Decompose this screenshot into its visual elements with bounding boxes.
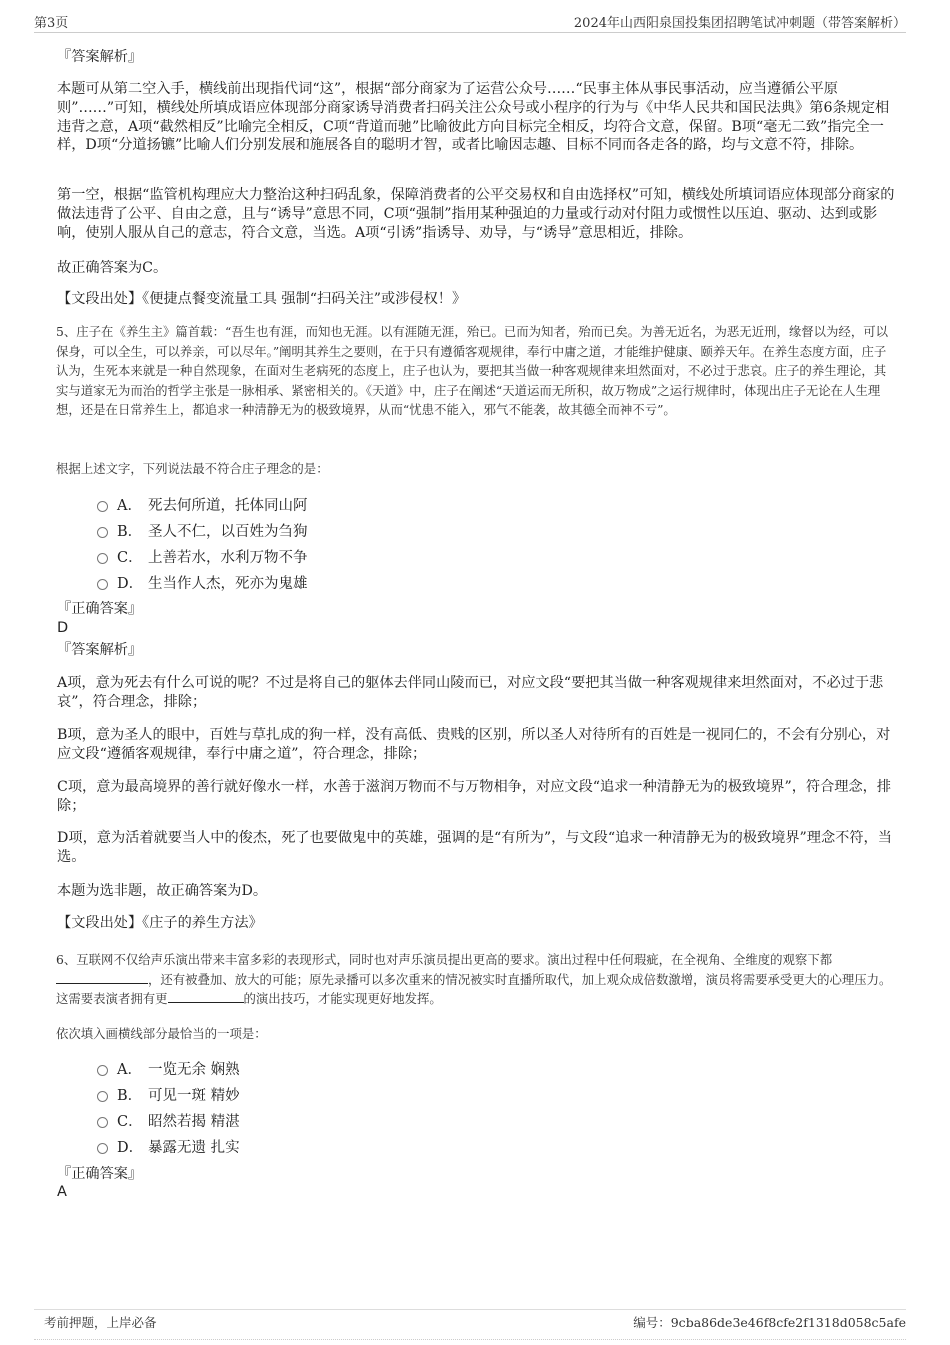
q6-question: 依次填入画横线部分最恰当的一项是：	[56, 1026, 267, 1041]
option-letter: A．	[117, 497, 142, 514]
option-text: 圣人不仁，以百姓为刍狗	[148, 523, 308, 540]
option-text: 上善若水，水利万物不争	[148, 549, 308, 566]
document-title: 2024年山西阳泉国投集团招聘笔试冲刺题（带答案解析）	[573, 16, 906, 31]
option-text: 可见一斑 精妙	[148, 1087, 240, 1104]
radio-icon[interactable]	[97, 501, 108, 512]
q5-option-d[interactable]	[97, 572, 308, 592]
q6-stem	[56, 950, 896, 1009]
q5-analysis-d: D项，意为活着就要当人中的俊杰，死了也要做鬼中的英雄，强调的是“有所为”，与文段“追求一种清静无为的极致境界”理念不符，当选。	[57, 830, 892, 865]
q4-source: 【文段出处】《便捷点餐变流量工具 强制“扫码关注”或涉侵权！》	[57, 291, 467, 307]
q5-source: 【文段出处】《庄子的养生方法》	[57, 915, 263, 931]
option-text: 一览无余 娴熟	[148, 1061, 240, 1078]
radio-icon[interactable]	[97, 1143, 108, 1154]
option-letter: C．	[117, 1113, 143, 1130]
q5-answer-label: 『正确答案』	[57, 601, 143, 617]
q5-option-c[interactable]	[97, 546, 308, 566]
option-letter: D．	[117, 1139, 144, 1156]
radio-icon[interactable]	[97, 1065, 108, 1076]
q6-answer: A	[57, 1184, 67, 1200]
q6-answer-label: 『正确答案』	[57, 1166, 143, 1182]
q6-option-b[interactable]	[97, 1084, 240, 1104]
q5-stem: 5、庄子在《养生主》篇首载：“吾生也有涯，而知也无涯。以有涯随无涯，殆已。已而为知者，殆而已矣。为善无近名，为恶无近刑，缘督以为经，可以保身，可以全生，可以养亲，可以尽年。”阐明其养生之要则，在于只有遵循客观规律，奉行中庸之道，才能维护健康、颐养天年。在养生态度方面，庄子认为，生死本来就是一种自然现象，在面对生老病死的态度上，庄子也认为，要把其当做一种客观规律来坦然面对，不必过于悲哀。庄子的养生理论，其实与道家无为而治的哲学主张是一脉相承、紧密相关的。《天道》中，庄子在阐述“天道运而无所积，故万物成”之运行规律时，体现出庄子无论在人生理想，还是在日常养生上，都追求一种清静无为的极致境界，从而“忧患不能入，邪气不能袭，故其德全而神不亏”。	[56, 324, 888, 418]
page-number: 第3页	[34, 16, 69, 31]
footer-dotted-divider	[34, 1339, 906, 1340]
q5-analysis-c: C项，意为最高境界的善行就好像水一样，水善于滋润万物而不与万物相争，对应文段“追求一种清静无为的极致境界”，符合理念，排除；	[57, 779, 892, 814]
q4-analysis-label: 『答案解析』	[57, 49, 143, 65]
option-text: 死去何所道，托体同山阿	[148, 497, 308, 514]
q5-option-a[interactable]	[97, 494, 308, 514]
q4-conclusion: 故正确答案为C。	[57, 260, 168, 276]
footer-slogan: 考前押题，上岸必备	[44, 1315, 157, 1330]
radio-icon[interactable]	[97, 527, 108, 538]
q6-option-c[interactable]	[97, 1110, 240, 1130]
option-text: 生当作人杰，死亦为鬼雄	[148, 575, 308, 592]
radio-icon[interactable]	[97, 1091, 108, 1102]
q6-stem-part2: ，还有被叠加、放大的可能；原先录播可以多次重来的情况被实时直播所取代，加上观众成倍数激增，演员将需要承受更大的心理压力。这需要表演者拥有更	[56, 971, 892, 1007]
radio-icon[interactable]	[97, 553, 108, 564]
document-id: 编号：9cba86de3e46f8cfe2f1318d058c5afe	[633, 1315, 906, 1330]
q6-stem-part3: 的演出技巧，才能实现更好地发挥。	[243, 991, 442, 1007]
header-divider	[34, 32, 906, 33]
radio-icon[interactable]	[97, 1117, 108, 1128]
q4-analysis-para2: 第一空，根据“监管机构理应大力整治这种扫码乱象，保障消费者的公平交易权和自由选择权”可知，横线处所填词语应体现部分商家的做法违背了公平、自由之意，且与“诱导”意思不同，C项“强制”指用某种强迫的力量或行动对付阻力或惯性以压迫、驱动、达到或影响，使别人服从自己的意志，符合文意，当选。A项“引诱”指诱导、劝导，与“诱导”意思相近，排除。	[57, 187, 895, 241]
q5-analysis-b: B项，意为圣人的眼中，百姓与草扎成的狗一样，没有高低、贵贱的区别，所以圣人对待所有的百姓是一视同仁的，不会有分别心，对应文段“遵循客观规律，奉行中庸之道”，符合理念，排除；	[57, 727, 891, 762]
q5-question: 根据上述文字，下列说法最不符合庄子理念的是：	[56, 461, 329, 476]
option-letter: B．	[117, 1087, 143, 1104]
q6-option-d[interactable]	[97, 1136, 240, 1156]
q4-analysis-para1: 本题可从第二空入手，横线前出现指代词“这”，根据“部分商家为了运营公众号……“民事主体从事民事活动，应当遵循公平原则”……”可知，横线处所填成语应体现部分商家诱导消费者扫码关注公众号或小程序的行为与《中华人民共和国民法典》第6条规定相违背之意，A项“截然相反”比喻完全相反，C项“背道而驰”比喻彼此方向目标完全相反，均符合文意，保留。B项“毫无二致”指完全一样，D项“分道扬镳”比喻人们分别发展和施展各自的聪明才智，或者比喻因志趣、目标不同而各走各的路，均与文意不符，排除。	[57, 81, 890, 154]
q5-option-b[interactable]	[97, 520, 308, 540]
option-letter: A．	[117, 1061, 142, 1078]
fill-blank-1	[56, 971, 148, 984]
q6-stem-part1: 6、互联网不仅给声乐演出带来丰富多彩的表现形式，同时也对声乐演员提出更高的要求。演出过程中任何瑕疵，在全视角、全维度的观察下都	[56, 952, 833, 967]
option-text: 昭然若揭 精湛	[148, 1113, 240, 1130]
footer-divider	[34, 1309, 906, 1310]
fill-blank-2	[168, 990, 244, 1003]
option-text: 暴露无遗 扎实	[148, 1139, 240, 1156]
q5-analysis-label: 『答案解析』	[57, 642, 143, 658]
option-letter: B．	[117, 523, 143, 540]
option-letter: D．	[117, 575, 144, 592]
radio-icon[interactable]	[97, 579, 108, 590]
q5-conclusion: 本题为选非题，故正确答案为D。	[57, 883, 268, 899]
q6-option-a[interactable]	[97, 1058, 240, 1078]
q5-answer: D	[57, 620, 69, 636]
option-letter: C．	[117, 549, 143, 566]
q5-analysis-a: A项，意为死去有什么可说的呢？不过是将自己的躯体去伴同山陵而已，对应文段“要把其当做一种客观规律来坦然面对，不必过于悲哀”，符合理念，排除；	[57, 675, 884, 710]
